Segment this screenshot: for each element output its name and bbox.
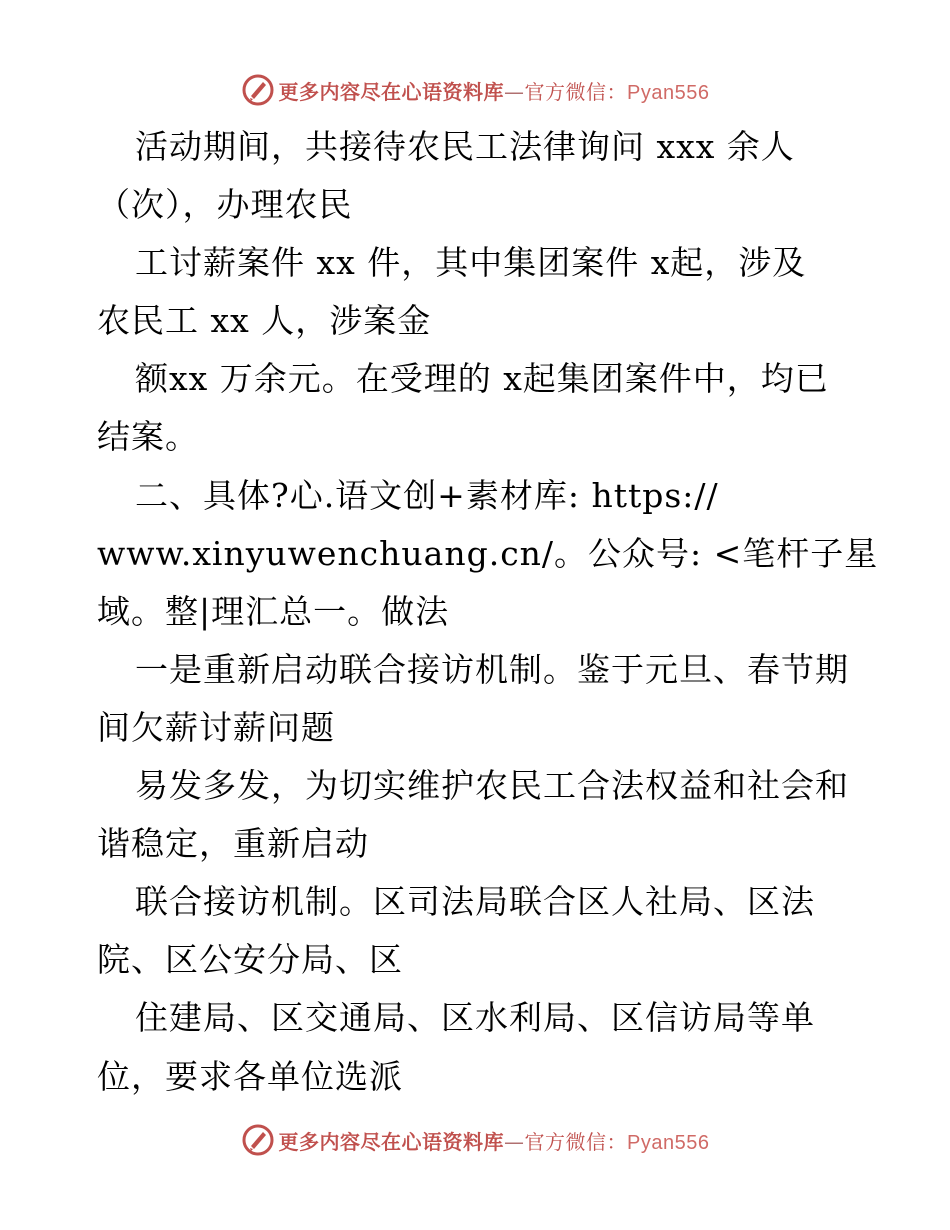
text-line: 间欠薪讨薪问题 bbox=[97, 707, 335, 747]
footer-banner bbox=[0, 1120, 950, 1160]
text-line: 结案。 bbox=[97, 417, 199, 457]
text-line: 活动期间，共接待农民工法律询问 xxx 余人 bbox=[135, 127, 795, 166]
banner-wechat-id: Pyan556 bbox=[627, 1131, 710, 1154]
text-line: www.xinyuwenchuang.cn/。公众号: <笔杆子星 bbox=[97, 533, 879, 573]
banner-wechat-id: Pyan556 bbox=[627, 81, 710, 104]
text-line: 位，要求各单位选派 bbox=[97, 1056, 403, 1096]
text-line: 额xx 万余元。在受理的 x起集团案件中，均已 bbox=[135, 359, 829, 399]
text-line: 一是重新启动联合接访机制。鉴于元旦、春节期 bbox=[135, 649, 849, 689]
banner-wechat-label: 官方微信： bbox=[524, 79, 628, 104]
banner-wechat-label: 官方微信： bbox=[524, 1129, 628, 1154]
document-body bbox=[97, 118, 879, 1106]
banner-title: 更多内容尽在心语资料库 bbox=[278, 1129, 505, 1154]
text-line: 易发多发，为切实维护农民工合法权益和社会和 bbox=[135, 766, 849, 806]
brand-logo-icon bbox=[241, 73, 275, 107]
text-line: 农民工 xx 人，涉案金 bbox=[97, 301, 432, 341]
text-line: 工讨薪案件 xx 件，其中集团案件 x起，涉及 bbox=[135, 243, 807, 283]
brand-logo-icon bbox=[241, 1123, 275, 1157]
text-line: 院、区公安分局、区 bbox=[97, 940, 403, 980]
banner-separator: — bbox=[504, 79, 525, 104]
text-line: 二、具体?心.语文创+素材库: https:// bbox=[135, 475, 719, 515]
text-line: 域。整|理汇总一。做法 bbox=[97, 591, 450, 631]
banner-separator: — bbox=[504, 1129, 525, 1154]
text-line: 联合接访机制。区司法局联合区人社局、区法 bbox=[135, 882, 815, 922]
text-line: 谐稳定，重新启动 bbox=[97, 824, 369, 864]
banner-title: 更多内容尽在心语资料库 bbox=[278, 79, 505, 104]
header-banner bbox=[0, 70, 950, 110]
text-line: 住建局、区交通局、区水利局、区信访局等单 bbox=[135, 998, 815, 1038]
text-line: （次），办理农民 bbox=[97, 185, 353, 225]
